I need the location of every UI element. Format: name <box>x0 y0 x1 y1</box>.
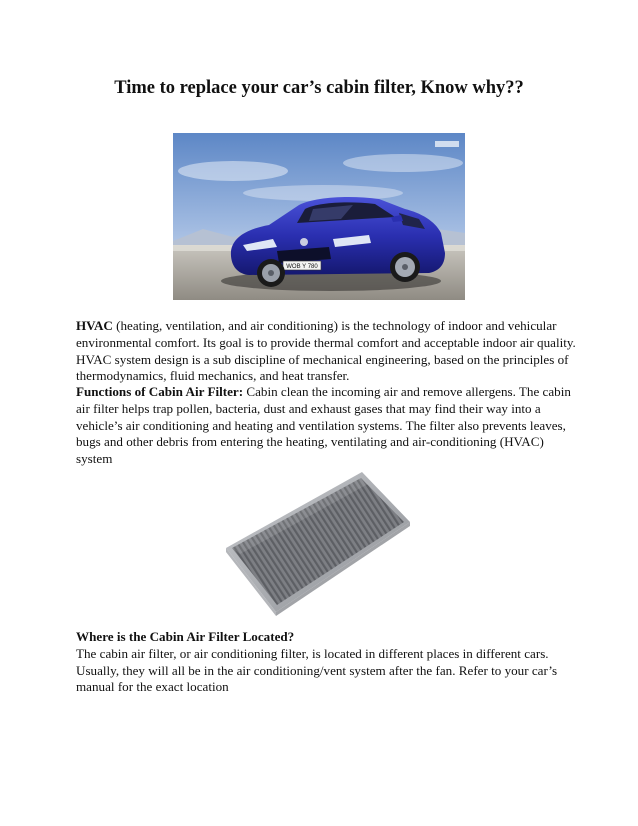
car-photo <box>173 133 465 300</box>
functions-lead: Functions of Cabin Air Filter: <box>76 384 244 399</box>
license-plate: WOB Y 780 <box>286 264 318 270</box>
functions-paragraph <box>76 384 576 468</box>
location-text: The cabin air filter, or air conditioning filter, is located in different places in different cars. Usually, they will all be in the air conditioning/vent system after the fan. Refer to your car’s manual for the exact location <box>76 645 558 695</box>
functions-text: Cabin clean the incoming air and remove allergens. The cabin air filter helps trap pollen, bacteria, dust and exhaust gases that may find their way into a vehicle’s air conditioning and heating and ventilation systems. The filter also prevents leaves, bugs and other debris from entering the heating, ventilating and air-conditioning (HVAC) system <box>76 384 571 467</box>
hvac-text: (heating, ventilation, and air conditioning) is the technology of indoor and vehicular environmental comfort. Its goal is to provide thermal comfort and acceptable indoor air quality. HVAC system design is a sub discipline of mechanical engineering, based on the principles of thermodynamics, fluid mechanics, and heat transfer. <box>76 318 576 384</box>
cabin-filter-photo <box>222 466 414 616</box>
location-heading: Where is the Cabin Air Filter Located? <box>76 629 295 644</box>
page-title: Time to replace your car’s cabin filter, Know why?? <box>114 78 524 98</box>
hvac-lead: HVAC <box>76 318 113 333</box>
location-paragraph <box>76 629 576 696</box>
hvac-paragraph <box>76 318 576 385</box>
